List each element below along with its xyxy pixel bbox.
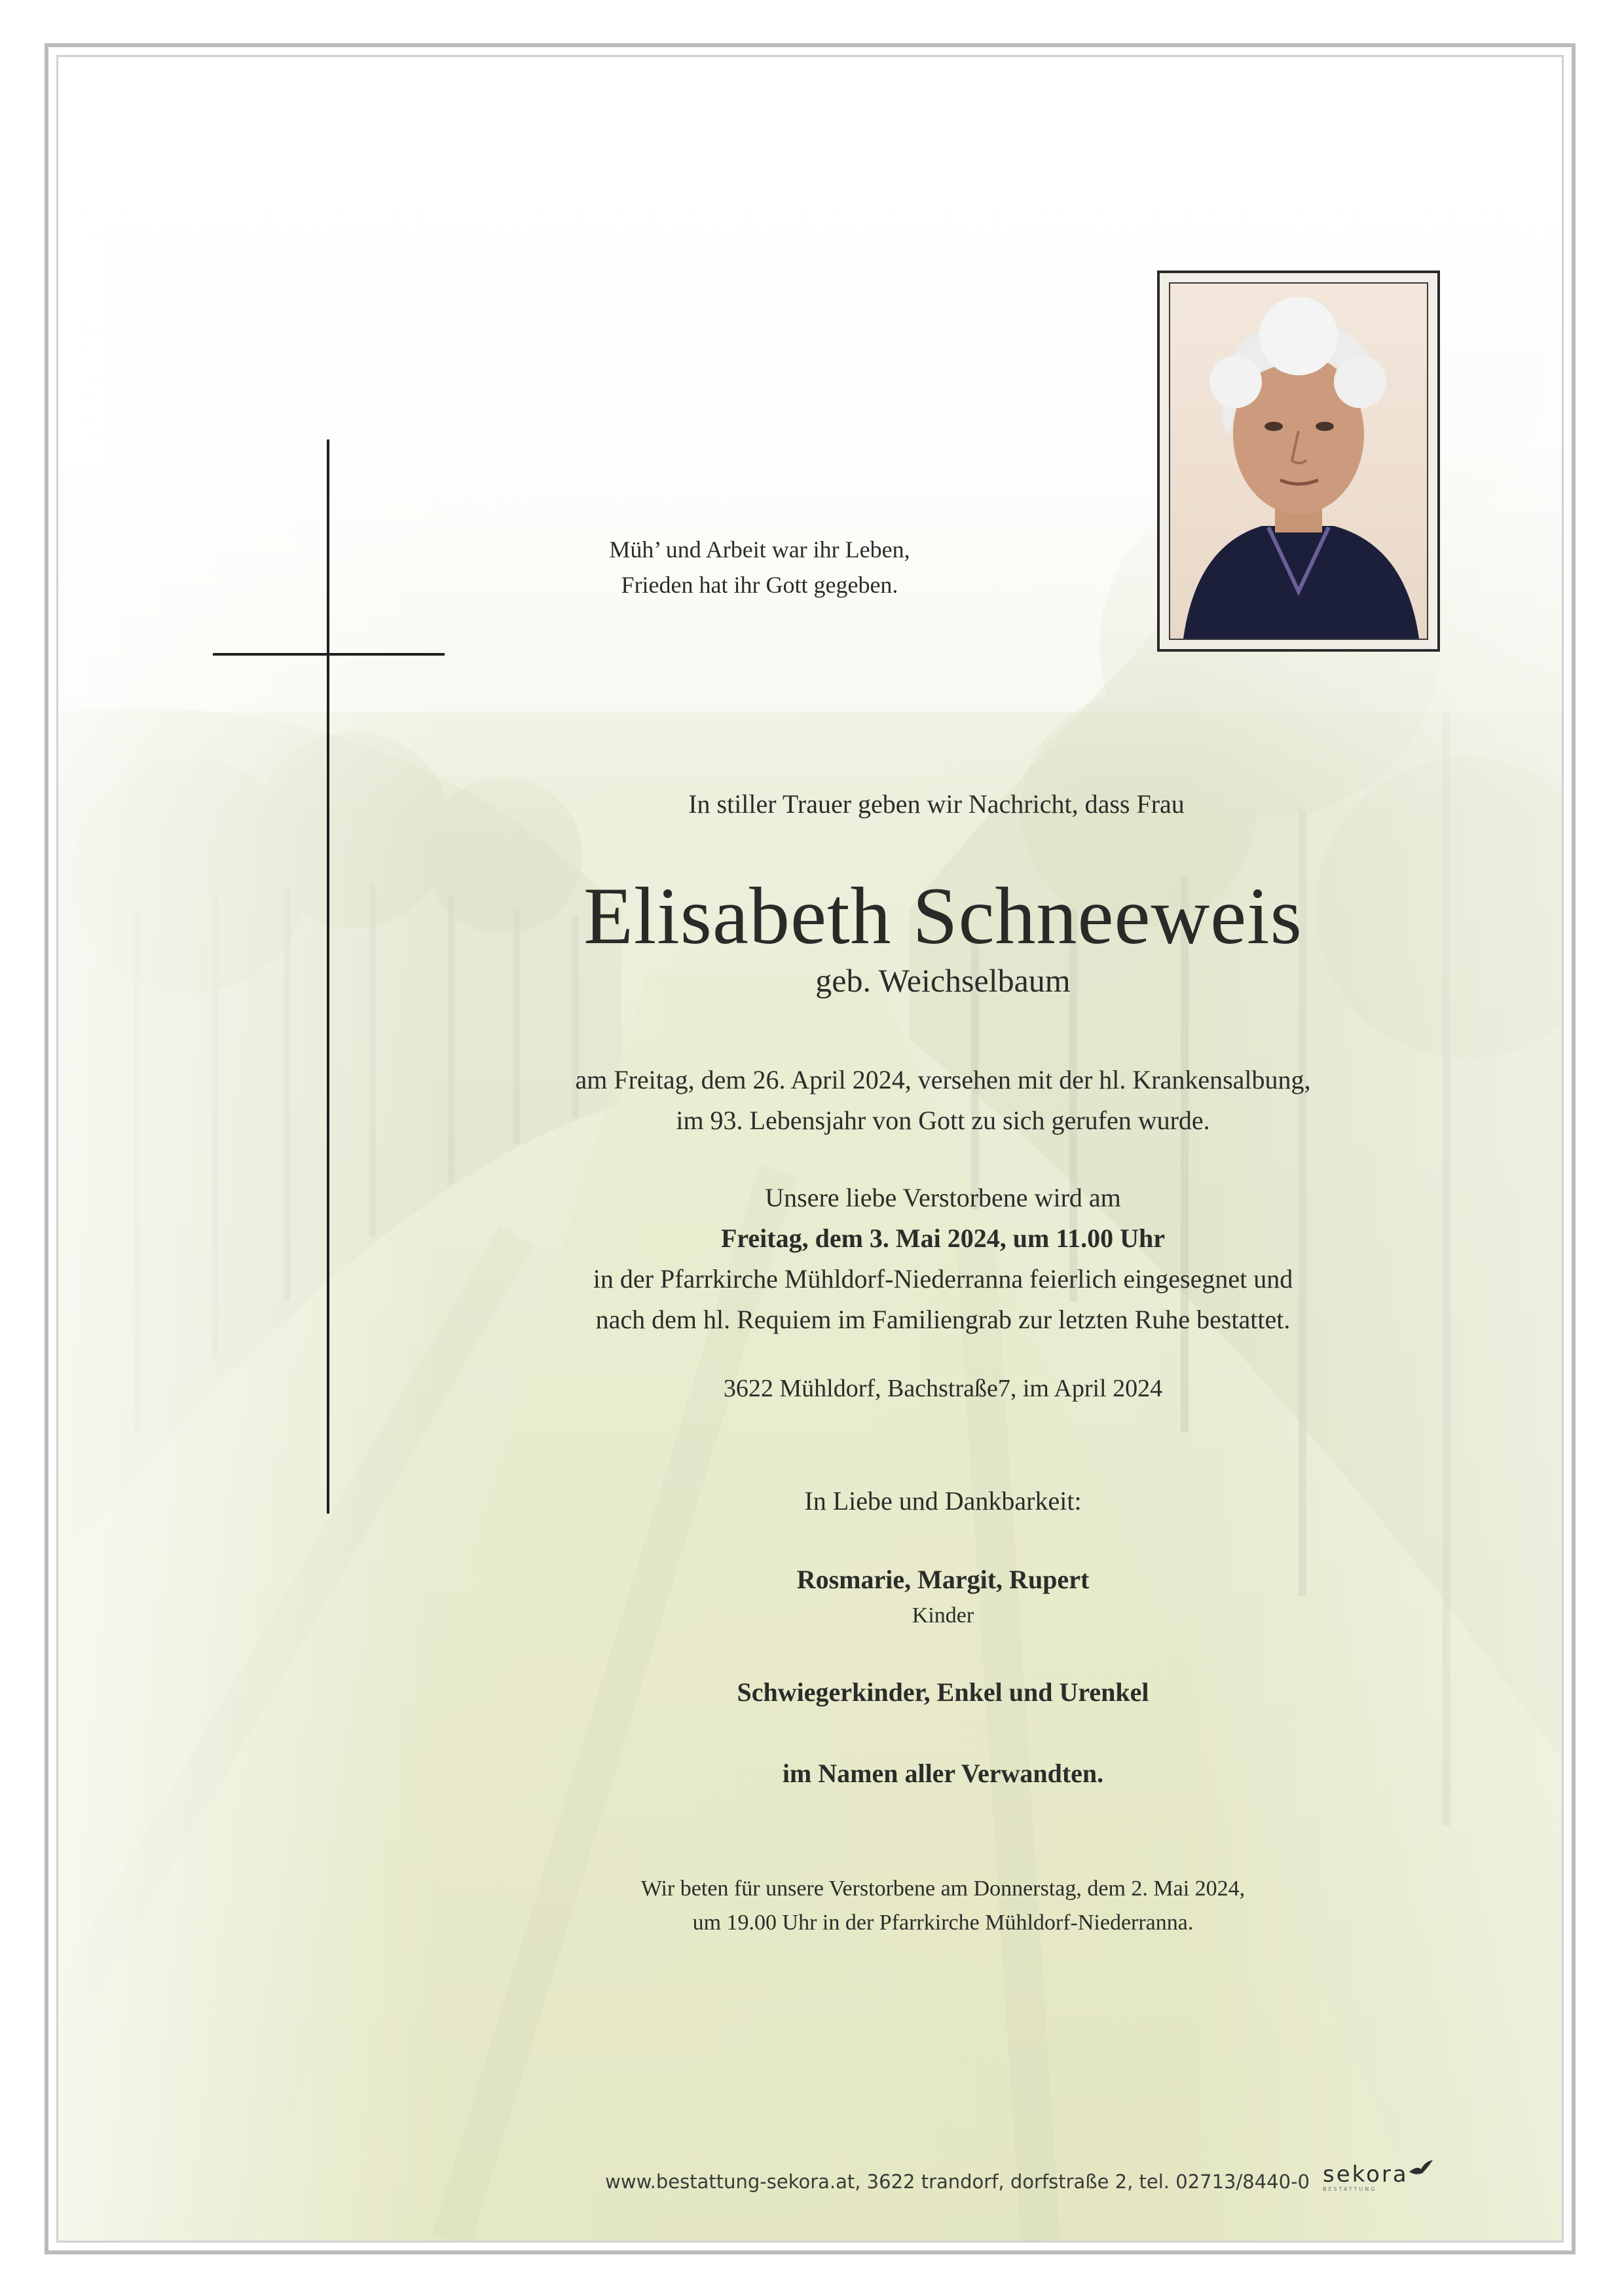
funeral-date-time: Freitag, dem 3. Mai 2024, um 11.00 Uhr: [720, 1223, 1166, 1253]
logo-subtext: BESTATTUNG: [1323, 2186, 1377, 2192]
cross-bar: [213, 653, 445, 656]
mourners-heading: In Liebe und Dankbarkeit:: [804, 1486, 1082, 1516]
prayer-line-2: um 19.00 Uhr in der Pfarrkirche Mühldorf-Niederranna.: [692, 1911, 1194, 1935]
portrait-photo: [1169, 282, 1428, 640]
cross-icon: [327, 439, 329, 1514]
family-members: Schwiegerkinder, Enkel und Urenkel: [737, 1677, 1149, 1707]
footer-contact: www.bestattung-sekora.at, 3622 trandorf, dorfstraße 2, tel. 02713/8440-0: [605, 2171, 1310, 2193]
maiden-name: geb. Weichselbaum: [815, 962, 1071, 999]
funeral-line-4: nach dem hl. Requiem im Familiengrab zur letzten Ruhe bestattet.: [595, 1305, 1291, 1334]
death-line-2: im 93. Lebensjahr von Gott zu sich gerufen wurde.: [676, 1106, 1210, 1135]
death-line-1: am Freitag, dem 26. April 2024, versehen mit der hl. Krankensalbung,: [575, 1065, 1311, 1094]
funeral-line-3: in der Pfarrkirche Mühldorf-Niederranna feierlich eingesegnet und: [593, 1264, 1293, 1294]
verse-line-2: Frieden hat ihr Gott gegeben.: [621, 572, 898, 598]
place-date: 3622 Mühldorf, Bachstraße7, im April 2024: [723, 1375, 1163, 1402]
announcement-intro: In stiller Trauer geben wir Nachricht, dass Frau: [688, 789, 1185, 819]
funeral-home-logo: [1323, 2161, 1434, 2201]
portrait-frame: [1157, 271, 1440, 652]
children-names: Rosmarie, Margit, Rupert: [796, 1565, 1090, 1594]
funeral-line-1: Unsere liebe Verstorbene wird am: [765, 1183, 1121, 1212]
prayer-line-1: Wir beten für unsere Verstorbene am Donnerstag, dem 2. Mai 2024,: [640, 1876, 1246, 1901]
children-role: Kinder: [912, 1603, 974, 1628]
verse: [511, 532, 1008, 603]
funeral-notice: [458, 1178, 1428, 1340]
portrait-illustration: [1170, 284, 1427, 639]
bird-icon: [1408, 2159, 1434, 2178]
deceased-name: Elisabeth Schneeweis: [583, 871, 1302, 961]
prayer-notice: [485, 1872, 1401, 1940]
logo-text: sekora: [1323, 2161, 1409, 2188]
death-notice: [471, 1060, 1414, 1141]
verse-line-1: Müh’ und Arbeit war ihr Leben,: [609, 536, 910, 563]
relatives-line: im Namen aller Verwandten.: [782, 1759, 1104, 1788]
